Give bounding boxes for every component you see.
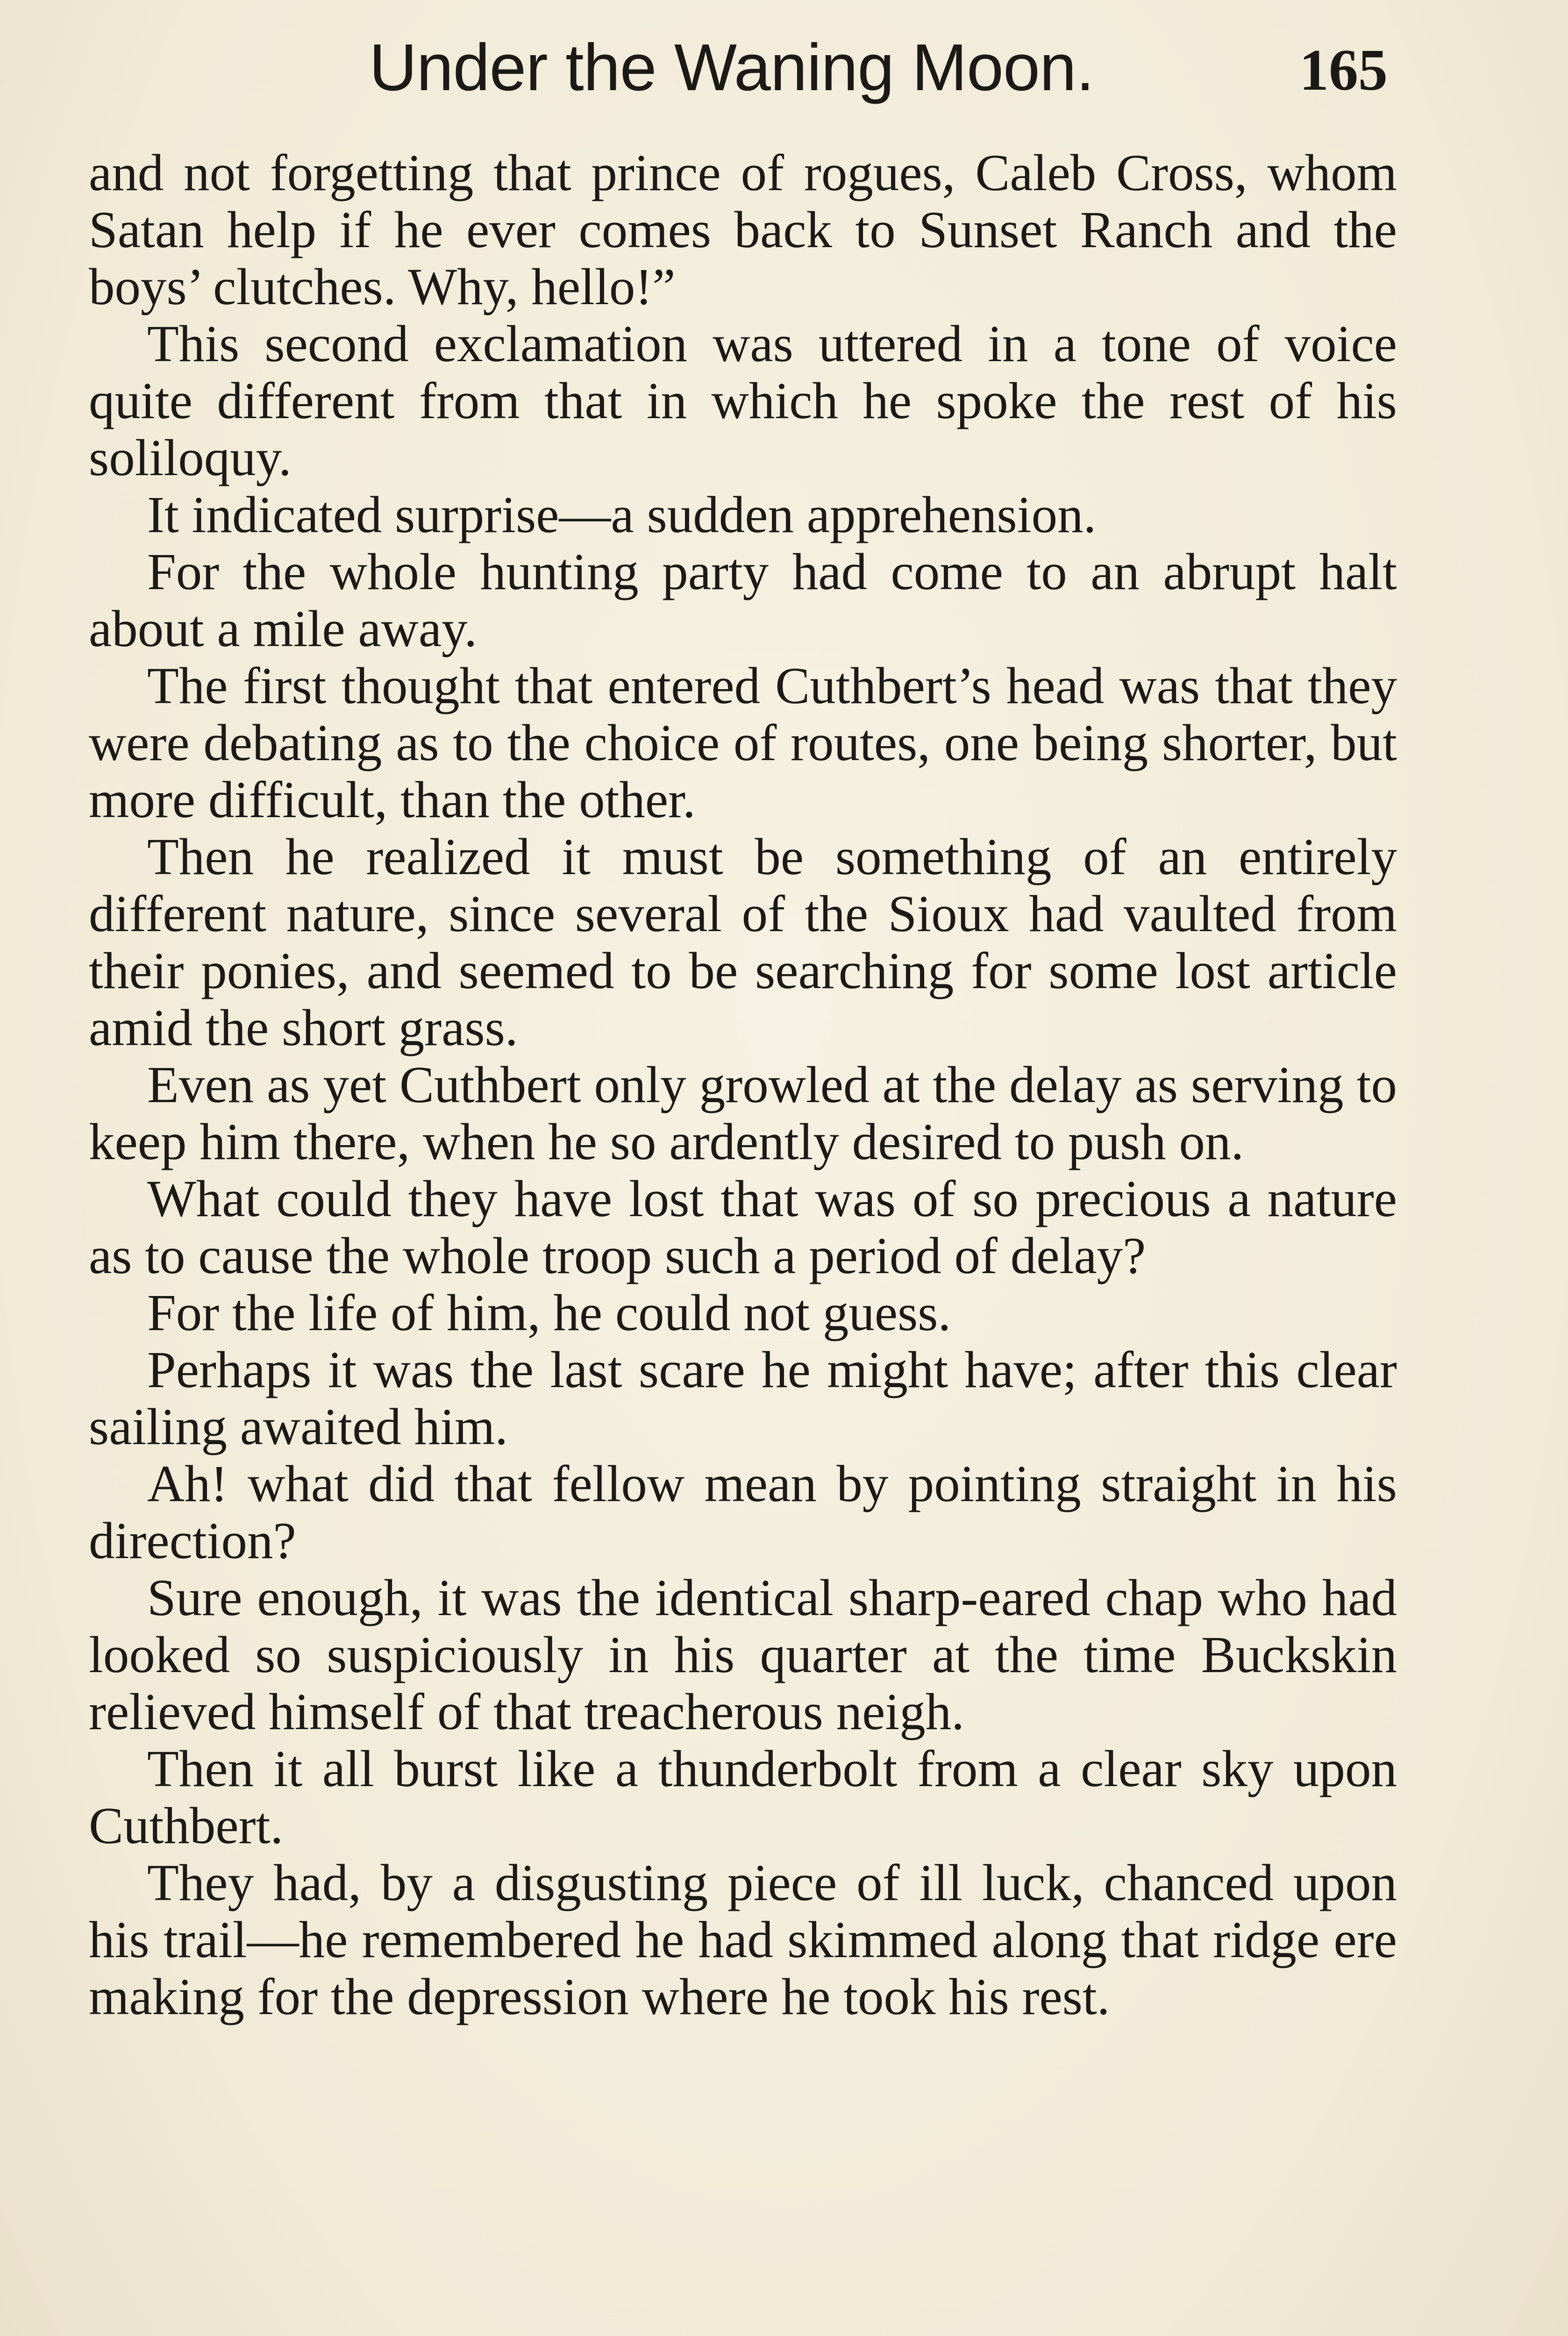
paragraph: For the whole hunting party had come to an abrupt halt about a mile away. [89, 543, 1397, 658]
paragraph: and not forgetting that prince of rogues, Caleb Cross, whom Satan help if he ever comes back to Sunset Ranch and the boys’ clutches. Why, hello!” [89, 144, 1397, 316]
paragraph: What could they have lost that was of so precious a nature as to cause the whole troop such a period of delay? [89, 1170, 1397, 1285]
body-text [89, 145, 1397, 2026]
paragraph: Sure enough, it was the identical sharp-eared chap who had looked so suspiciously in his quarter at the time Buckskin relieved himself of that treacherous neigh. [89, 1569, 1397, 1741]
paragraph: Perhaps it was the last scare he might have; after this clear sailing awaited him. [89, 1341, 1397, 1456]
paragraph: Then he realized it must be something of an entirely different nature, since several of the Sioux had vaulted from their ponies, and seemed to be searching for some lost article amid the short grass. [89, 828, 1397, 1057]
paragraph: For the life of him, he could not guess. [147, 1284, 951, 1342]
page-number: 165 [1299, 38, 1388, 103]
running-head [89, 30, 1388, 105]
paragraph: This second exclamation was uttered in a tone of voice quite different from that in which he spoke the rest of his soliloquy. [89, 315, 1397, 487]
paragraph: The first thought that entered Cuthbert’s head was that they were debating as to the choice of routes, one being shorter, but more difficult, than the other. [89, 657, 1397, 829]
paragraph: Ah! what did that fellow mean by pointing straight in his direction? [89, 1455, 1397, 1570]
paragraph: Then it all burst like a thunderbolt from a clear sky upon Cuthbert. [89, 1740, 1397, 1855]
paragraph: It indicated surprise—a sudden apprehension. [147, 486, 1097, 544]
paragraph: Even as yet Cuthbert only growled at the delay as serving to keep him there, when he so ardently desired to push on. [89, 1056, 1397, 1171]
chapter-title: Under the Waning Moon. [369, 30, 1094, 105]
paragraph: They had, by a disgusting piece of ill luck, chanced upon his trail—he remembered he had skimmed along that ridge ere making for the depression where he took his rest. [89, 1854, 1397, 2026]
